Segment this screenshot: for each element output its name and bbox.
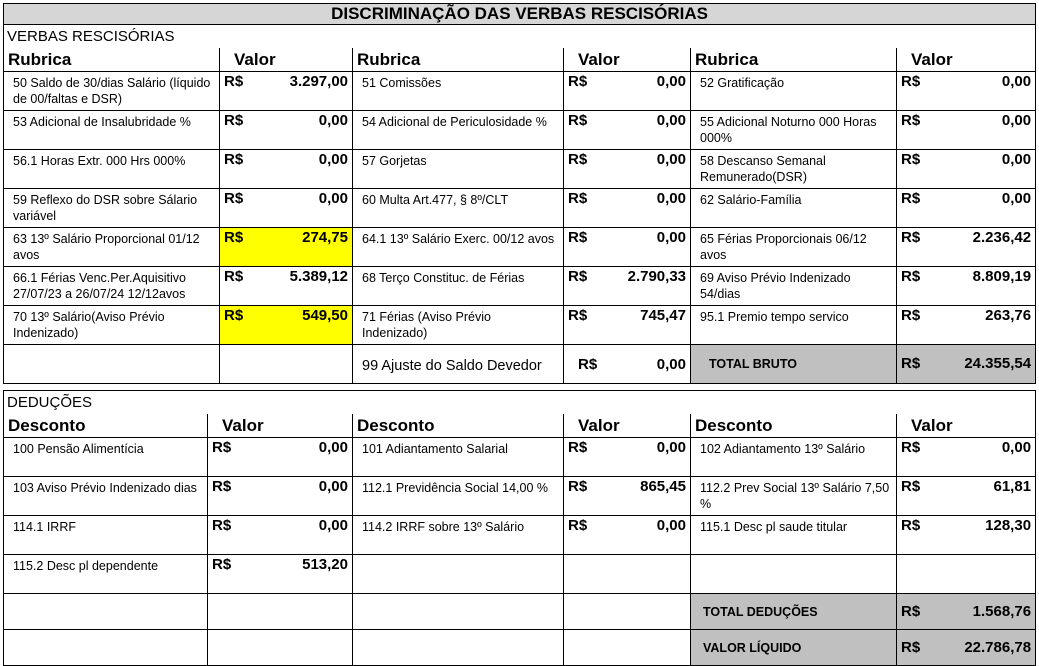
item-value — [564, 267, 691, 306]
table-row — [4, 438, 1036, 477]
item-label: 58 Descanso Semanal Remunerado(DSR) — [691, 150, 897, 189]
currency-symbol: R$ — [901, 190, 921, 207]
amount: 0,00 — [656, 112, 686, 129]
ajuste-value: 0,00 — [656, 356, 686, 373]
amount: 8.809,19 — [972, 268, 1032, 285]
item-value — [897, 111, 1036, 150]
item-value — [897, 306, 1036, 345]
column-header: Valor — [564, 48, 691, 72]
item-label: 112.1 Previdência Social 14,00 % — [353, 477, 564, 516]
empty-cell — [353, 630, 564, 666]
empty-cell — [564, 630, 691, 666]
item-value — [208, 438, 353, 477]
currency-symbol: R$ — [224, 229, 244, 246]
item-value — [208, 555, 353, 594]
amount: 865,45 — [640, 478, 686, 495]
item-value — [564, 477, 691, 516]
item-value — [897, 228, 1036, 267]
amount: 0,00 — [318, 517, 348, 534]
amount: 263,76 — [985, 307, 1032, 324]
table-row — [4, 306, 1036, 345]
item-value — [220, 267, 353, 306]
amount: 0,00 — [318, 112, 348, 129]
item-label: 112.2 Prev Social 13º Salário 7,50 % — [691, 477, 897, 516]
item-value — [208, 516, 353, 555]
empty-cell — [208, 594, 353, 630]
item-value — [564, 150, 691, 189]
column-header: Valor — [897, 414, 1036, 438]
empty-cell — [691, 555, 897, 594]
total-deducoes-label: TOTAL DEDUÇÕES — [691, 594, 897, 630]
amount: 0,00 — [318, 439, 348, 456]
currency-symbol: R$ — [901, 638, 921, 656]
currency-symbol: R$ — [901, 355, 921, 372]
item-label: 51 Comissões — [353, 72, 564, 111]
amount: 128,30 — [985, 517, 1032, 534]
item-label: 56.1 Horas Extr. 000 Hrs 000% — [4, 150, 220, 189]
currency-symbol: R$ — [224, 268, 244, 285]
currency-symbol: R$ — [224, 190, 244, 207]
item-label: 100 Pensão Alimentícia — [4, 438, 208, 477]
item-value — [564, 306, 691, 345]
total-bruto-value: 24.355,54 — [964, 355, 1032, 372]
amount: 274,75 — [302, 229, 348, 246]
amount: 0,00 — [656, 517, 686, 534]
amount: 0,00 — [656, 151, 686, 168]
item-label: 115.2 Desc pl dependente — [4, 555, 208, 594]
table-row — [4, 150, 1036, 189]
item-label: 62 Salário-Família — [691, 189, 897, 228]
item-label: 66.1 Férias Venc.Per.Aquisitivo 27/07/23 a 26/07/24 12/12avos — [4, 267, 220, 306]
table-row — [4, 189, 1036, 228]
item-value — [897, 72, 1036, 111]
item-value — [564, 72, 691, 111]
empty-cell — [4, 630, 208, 666]
amount: 5.389,12 — [289, 268, 348, 285]
item-value — [897, 267, 1036, 306]
column-header: Rubrica — [353, 48, 564, 72]
item-label: 68 Terço Constituc. de Férias — [353, 267, 564, 306]
amount: 3.297,00 — [289, 73, 348, 90]
currency-symbol: R$ — [224, 307, 244, 324]
item-label: 103 Aviso Prévio Indenizado dias — [4, 477, 208, 516]
item-value — [564, 111, 691, 150]
column-header: Desconto — [691, 414, 897, 438]
item-value — [220, 150, 353, 189]
item-value — [897, 516, 1036, 555]
amount: 0,00 — [1001, 439, 1032, 456]
item-label: 65 Férias Proporcionais 06/12 avos — [691, 228, 897, 267]
item-value — [564, 438, 691, 477]
currency-symbol: R$ — [212, 478, 232, 495]
item-label: 60 Multa Art.477, § 8º/CLT — [353, 189, 564, 228]
amount: 549,50 — [302, 307, 348, 324]
item-label: 102 Adiantamento 13º Salário — [691, 438, 897, 477]
currency-symbol: R$ — [901, 229, 921, 246]
amount: 0,00 — [656, 229, 686, 246]
currency-symbol: R$ — [212, 439, 232, 456]
empty-cell — [353, 594, 564, 630]
currency-symbol: R$ — [578, 356, 598, 373]
empty-cell — [564, 594, 691, 630]
currency-symbol: R$ — [568, 439, 588, 456]
empty-cell — [220, 345, 353, 384]
item-value — [897, 477, 1036, 516]
currency-symbol: R$ — [224, 112, 244, 129]
empty-cell — [897, 555, 1036, 594]
amount: 0,00 — [656, 439, 686, 456]
amount: 61,81 — [993, 478, 1032, 495]
valor-liquido-value: 22.786,78 — [964, 638, 1032, 656]
currency-symbol: R$ — [568, 307, 588, 324]
column-header: Desconto — [353, 414, 564, 438]
currency-symbol: R$ — [568, 268, 588, 285]
currency-symbol: R$ — [901, 307, 921, 324]
empty-cell — [564, 555, 691, 594]
empty-cell — [4, 345, 220, 384]
column-header: Desconto — [4, 414, 208, 438]
currency-symbol: R$ — [212, 556, 232, 573]
item-value — [564, 228, 691, 267]
item-label: 95.1 Premio tempo servico — [691, 306, 897, 345]
item-label: 54 Adicional de Periculosidade % — [353, 111, 564, 150]
item-label: 53 Adicional de Insalubridade % — [4, 111, 220, 150]
item-value — [564, 516, 691, 555]
amount: 0,00 — [318, 478, 348, 495]
amount: 2.236,42 — [972, 229, 1032, 246]
amount: 745,47 — [640, 307, 686, 324]
total-deducoes-value: 1.568,76 — [972, 602, 1032, 620]
item-value — [220, 228, 353, 267]
column-header: Valor — [897, 48, 1036, 72]
empty-cell — [353, 555, 564, 594]
table-row — [4, 516, 1036, 555]
ajuste-label: 99 Ajuste do Saldo Devedor — [353, 345, 564, 384]
currency-symbol: R$ — [224, 151, 244, 168]
item-label: 70 13º Salário(Aviso Prévio Indenizado) — [4, 306, 220, 345]
item-label: 114.2 IRRF sobre 13º Salário — [353, 516, 564, 555]
item-value — [897, 189, 1036, 228]
item-value — [220, 306, 353, 345]
column-header: Valor — [564, 414, 691, 438]
empty-cell — [208, 630, 353, 666]
currency-symbol: R$ — [901, 112, 921, 129]
verbas-table — [3, 3, 1036, 384]
currency-symbol: R$ — [901, 439, 921, 456]
amount: 0,00 — [656, 190, 686, 207]
currency-symbol: R$ — [568, 151, 588, 168]
rescission-document — [3, 3, 1035, 666]
item-label: 69 Aviso Prévio Indenizado 54/dias — [691, 267, 897, 306]
currency-symbol: R$ — [568, 112, 588, 129]
item-value — [220, 189, 353, 228]
amount: 2.790,33 — [627, 268, 686, 285]
currency-symbol: R$ — [568, 517, 588, 534]
empty-cell — [4, 594, 208, 630]
section-deducoes: DEDUÇÕES — [4, 391, 1036, 415]
currency-symbol: R$ — [901, 268, 921, 285]
currency-symbol: R$ — [568, 229, 588, 246]
currency-symbol: R$ — [224, 73, 244, 90]
amount: 0,00 — [1001, 112, 1032, 129]
currency-symbol: R$ — [568, 478, 588, 495]
amount: 0,00 — [318, 151, 348, 168]
currency-symbol: R$ — [901, 602, 921, 620]
currency-symbol: R$ — [901, 517, 921, 534]
item-value — [208, 477, 353, 516]
amount: 0,00 — [1001, 190, 1032, 207]
column-header: Rubrica — [691, 48, 897, 72]
item-value — [564, 189, 691, 228]
column-header: Valor — [208, 414, 353, 438]
table-row — [4, 555, 1036, 594]
amount: 0,00 — [656, 73, 686, 90]
column-header: Valor — [220, 48, 353, 72]
table-row — [4, 72, 1036, 111]
valor-liquido-label: VALOR LÍQUIDO — [691, 630, 897, 666]
column-header: Rubrica — [4, 48, 220, 72]
total-bruto-label: TOTAL BRUTO — [691, 345, 897, 384]
currency-symbol: R$ — [901, 73, 921, 90]
currency-symbol: R$ — [568, 190, 588, 207]
item-value — [897, 438, 1036, 477]
item-label: 50 Saldo de 30/dias Salário (líquido de 00/faltas e DSR) — [4, 72, 220, 111]
item-label: 59 Reflexo do DSR sobre Sálario variável — [4, 189, 220, 228]
amount: 0,00 — [1001, 73, 1032, 90]
document-title: DISCRIMINAÇÃO DAS VERBAS RESCISÓRIAS — [4, 4, 1036, 25]
table-row — [4, 477, 1036, 516]
currency-symbol: R$ — [212, 517, 232, 534]
currency-symbol: R$ — [901, 151, 921, 168]
item-value — [897, 150, 1036, 189]
section-verbas: VERBAS RESCISÓRIAS — [4, 25, 1036, 49]
table-row — [4, 111, 1036, 150]
item-label: 115.1 Desc pl saude titular — [691, 516, 897, 555]
item-value — [220, 72, 353, 111]
table-row — [4, 228, 1036, 267]
item-label: 63 13º Salário Proporcional 01/12 avos — [4, 228, 220, 267]
deducoes-table — [3, 390, 1036, 666]
amount: 513,20 — [302, 556, 348, 573]
item-label: 71 Férias (Aviso Prévio Indenizado) — [353, 306, 564, 345]
table-row — [4, 267, 1036, 306]
amount: 0,00 — [1001, 151, 1032, 168]
item-label: 55 Adicional Noturno 000 Horas 000% — [691, 111, 897, 150]
currency-symbol: R$ — [568, 73, 588, 90]
item-label: 57 Gorjetas — [353, 150, 564, 189]
item-label: 52 Gratificação — [691, 72, 897, 111]
item-label: 101 Adiantamento Salarial — [353, 438, 564, 477]
item-label: 114.1 IRRF — [4, 516, 208, 555]
item-label: 64.1 13º Salário Exerc. 00/12 avos — [353, 228, 564, 267]
item-value — [220, 111, 353, 150]
amount: 0,00 — [318, 190, 348, 207]
currency-symbol: R$ — [901, 478, 921, 495]
